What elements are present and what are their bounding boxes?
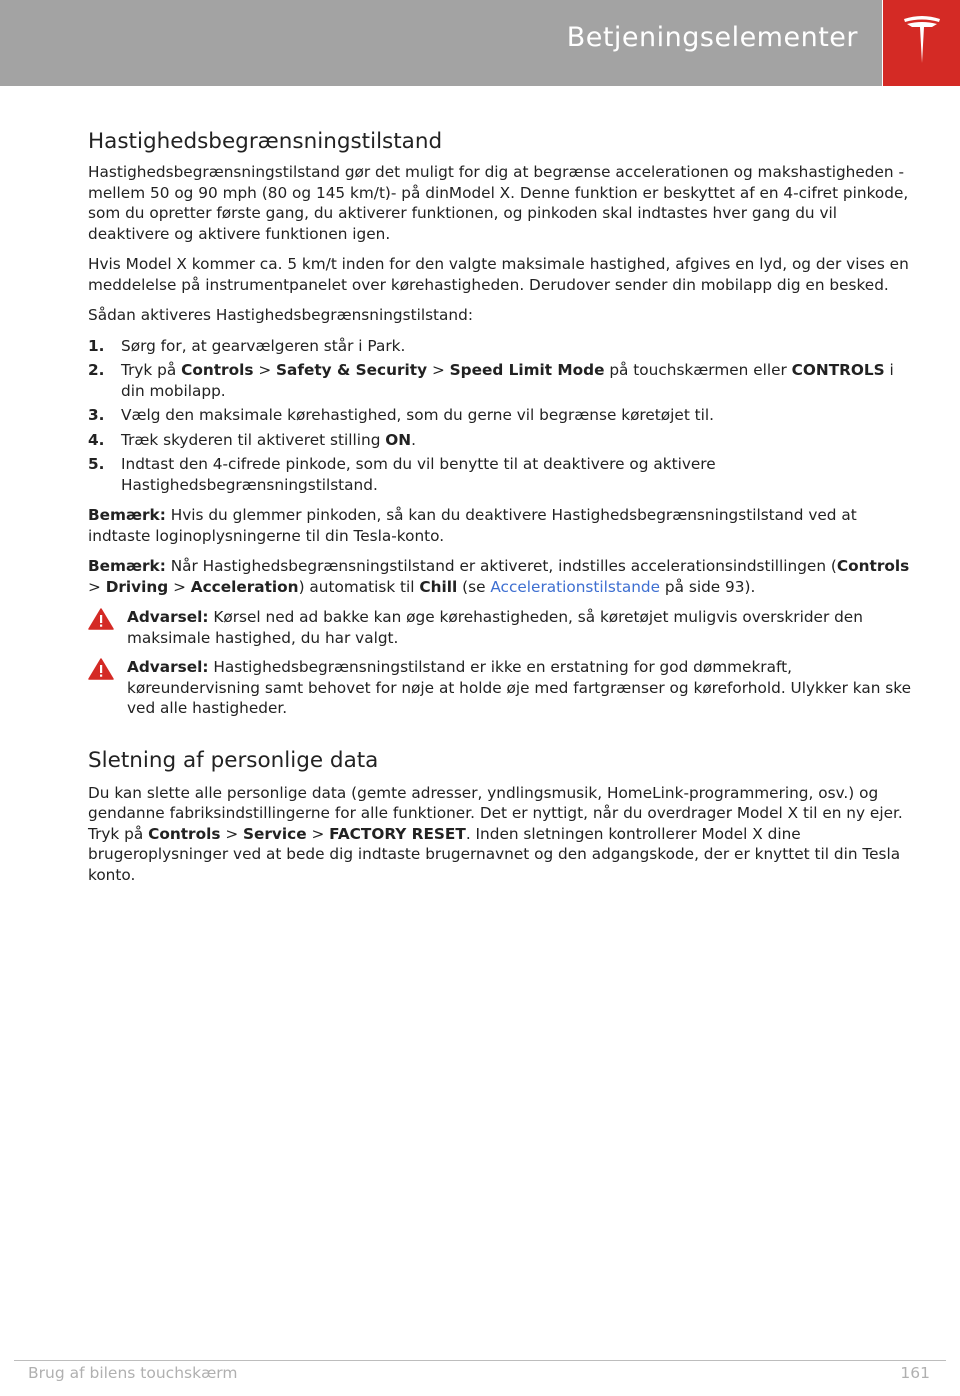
note-text: ) automatisk til bbox=[298, 577, 420, 596]
header-bar bbox=[0, 0, 882, 86]
ui-term: Controls bbox=[148, 824, 221, 843]
note-text: Hvis du glemmer pinkoden, så kan du deaktivere Hastighedsbegrænsningstilstand ved at indtaste loginoplysningerne til din Tesla-konto. bbox=[88, 506, 857, 545]
ui-term: Service bbox=[243, 824, 307, 843]
page-number: 161 bbox=[900, 1364, 930, 1382]
step-number: 5. bbox=[88, 455, 105, 473]
separator: > bbox=[427, 361, 450, 379]
step-number: 3. bbox=[88, 406, 105, 424]
separator: > bbox=[88, 577, 106, 596]
ui-term: CONTROLS bbox=[791, 361, 885, 379]
footer-section-title: Brug af bilens touchskærm bbox=[28, 1364, 238, 1382]
warning-block bbox=[88, 657, 918, 719]
step-text: Vælg den maksimale kørehastighed, som du gerne vil begrænse køretøjet til. bbox=[121, 406, 715, 424]
section-heading: Hastighedsbegrænsningstilstand bbox=[88, 129, 443, 154]
ui-term: Acceleration bbox=[190, 577, 299, 596]
warning-label: Advarsel: bbox=[127, 658, 209, 676]
separator: > bbox=[220, 824, 243, 843]
separator: > bbox=[306, 824, 330, 843]
warning-block bbox=[88, 607, 918, 648]
step-text: Sørg for, at gearvælgeren står i Park. bbox=[121, 336, 406, 355]
paragraph: Sådan aktiveres Hastighedsbegrænsningstilstand: bbox=[88, 306, 473, 324]
section-heading: Sletning af personlige data bbox=[88, 747, 379, 773]
accelerationstilstande-link[interactable]: Accelerationstilstande bbox=[490, 577, 661, 596]
paragraph bbox=[88, 783, 918, 886]
step-item bbox=[88, 430, 918, 451]
step-item bbox=[88, 454, 918, 495]
step-text: . bbox=[411, 430, 416, 449]
step-text: Indtast den 4-cifrede pinkode, som du vil benytte til at deaktivere og aktivere Hastighedsbegrænsningstilstand. bbox=[121, 455, 716, 494]
paragraph-text: . Inden sletningen kontrollerer Model X dine brugeroplysninger ved at bede dig indtaste brugernavnet og den adgangskode, der er knyttet til din Tesla konto. bbox=[88, 824, 901, 884]
separator: > bbox=[168, 577, 191, 596]
warning-text: Hastighedsbegrænsningstilstand er ikke en erstatning for god dømmekraft, køreundervisning samt behovet for nøje at holde øje med fartgrænser og køreforhold. Ulykker kan ske ved alle hastigheder. bbox=[127, 658, 911, 717]
ui-term: FACTORY RESET bbox=[329, 824, 466, 843]
note-text: på side 93). bbox=[660, 577, 756, 596]
page-content bbox=[88, 128, 918, 895]
step-number: 2. bbox=[88, 361, 105, 379]
warning-icon bbox=[88, 608, 114, 630]
ui-term: ON bbox=[385, 430, 412, 449]
step-text: på touchskærmen eller bbox=[604, 361, 792, 379]
step-item bbox=[88, 360, 918, 401]
ui-term: Controls bbox=[181, 361, 254, 379]
warning-text: Kørsel ned ad bakke kan øge kørehastigheden, så køretøjet muligvis overskrider den maksimale hastighed, du har valgt. bbox=[127, 608, 863, 647]
step-text: i din mobilapp. bbox=[121, 361, 894, 400]
note-label: Bemærk: bbox=[88, 557, 166, 575]
step-text: Træk skyderen til aktiveret stilling bbox=[121, 430, 386, 449]
chapter-title: Betjeningselementer bbox=[566, 22, 858, 53]
warning-icon bbox=[88, 658, 114, 680]
separator: > bbox=[253, 361, 276, 379]
step-item bbox=[88, 336, 918, 357]
step-text: Tryk på bbox=[121, 361, 182, 379]
step-number: 1. bbox=[88, 336, 105, 355]
ui-term: Safety & Security bbox=[276, 361, 428, 379]
note-text: Når Hastighedsbegrænsningstilstand er aktiveret, indstilles accelerationsindstillingen ( bbox=[165, 557, 837, 575]
note bbox=[88, 556, 918, 597]
footer-divider bbox=[14, 1360, 946, 1361]
tesla-logo bbox=[883, 0, 960, 86]
step-item bbox=[88, 405, 918, 426]
note-label: Bemærk: bbox=[88, 506, 166, 524]
paragraph: Hvis Model X kommer ca. 5 km/t inden for den valgte maksimale hastighed, afgives en lyd, og der vises en meddelelse på instrumentpanelet over kørehastigheden. Derudover sender din mobilapp dig en besked. bbox=[88, 255, 909, 294]
ui-term: Driving bbox=[105, 577, 169, 596]
note bbox=[88, 505, 918, 546]
steps-list bbox=[88, 336, 918, 496]
ui-term: Controls bbox=[836, 557, 910, 575]
warning-label: Advarsel: bbox=[127, 608, 209, 626]
ui-term: Chill bbox=[419, 577, 458, 596]
paragraph: Hastighedsbegrænsningstilstand gør det muligt for dig at begrænse accelerationen og makshastigheden - mellem 50 og 90 mph (80 og 145 km/t)- på dinModel X. Denne funktion er beskyttet af en 4-cifret pinkode, som du opretter første gang, du aktiverer funktionen, og pinkoden skal indtastes hver gang du vil deaktivere og aktivere funktionen igen. bbox=[88, 163, 909, 243]
tesla-logo-icon bbox=[902, 15, 942, 67]
paragraph-text: Du kan slette alle personlige data (gemte adresser, yndlingsmusik, HomeLink-programmering, osv.) og gendanne fabriksindstillingerne for alle funktioner. Det er nyttigt, når du overdrager Model X til en ny ejer. Tryk på bbox=[88, 783, 903, 843]
note-text: (se bbox=[457, 577, 491, 596]
ui-term: Speed Limit Mode bbox=[449, 361, 605, 379]
step-number: 4. bbox=[88, 430, 105, 449]
